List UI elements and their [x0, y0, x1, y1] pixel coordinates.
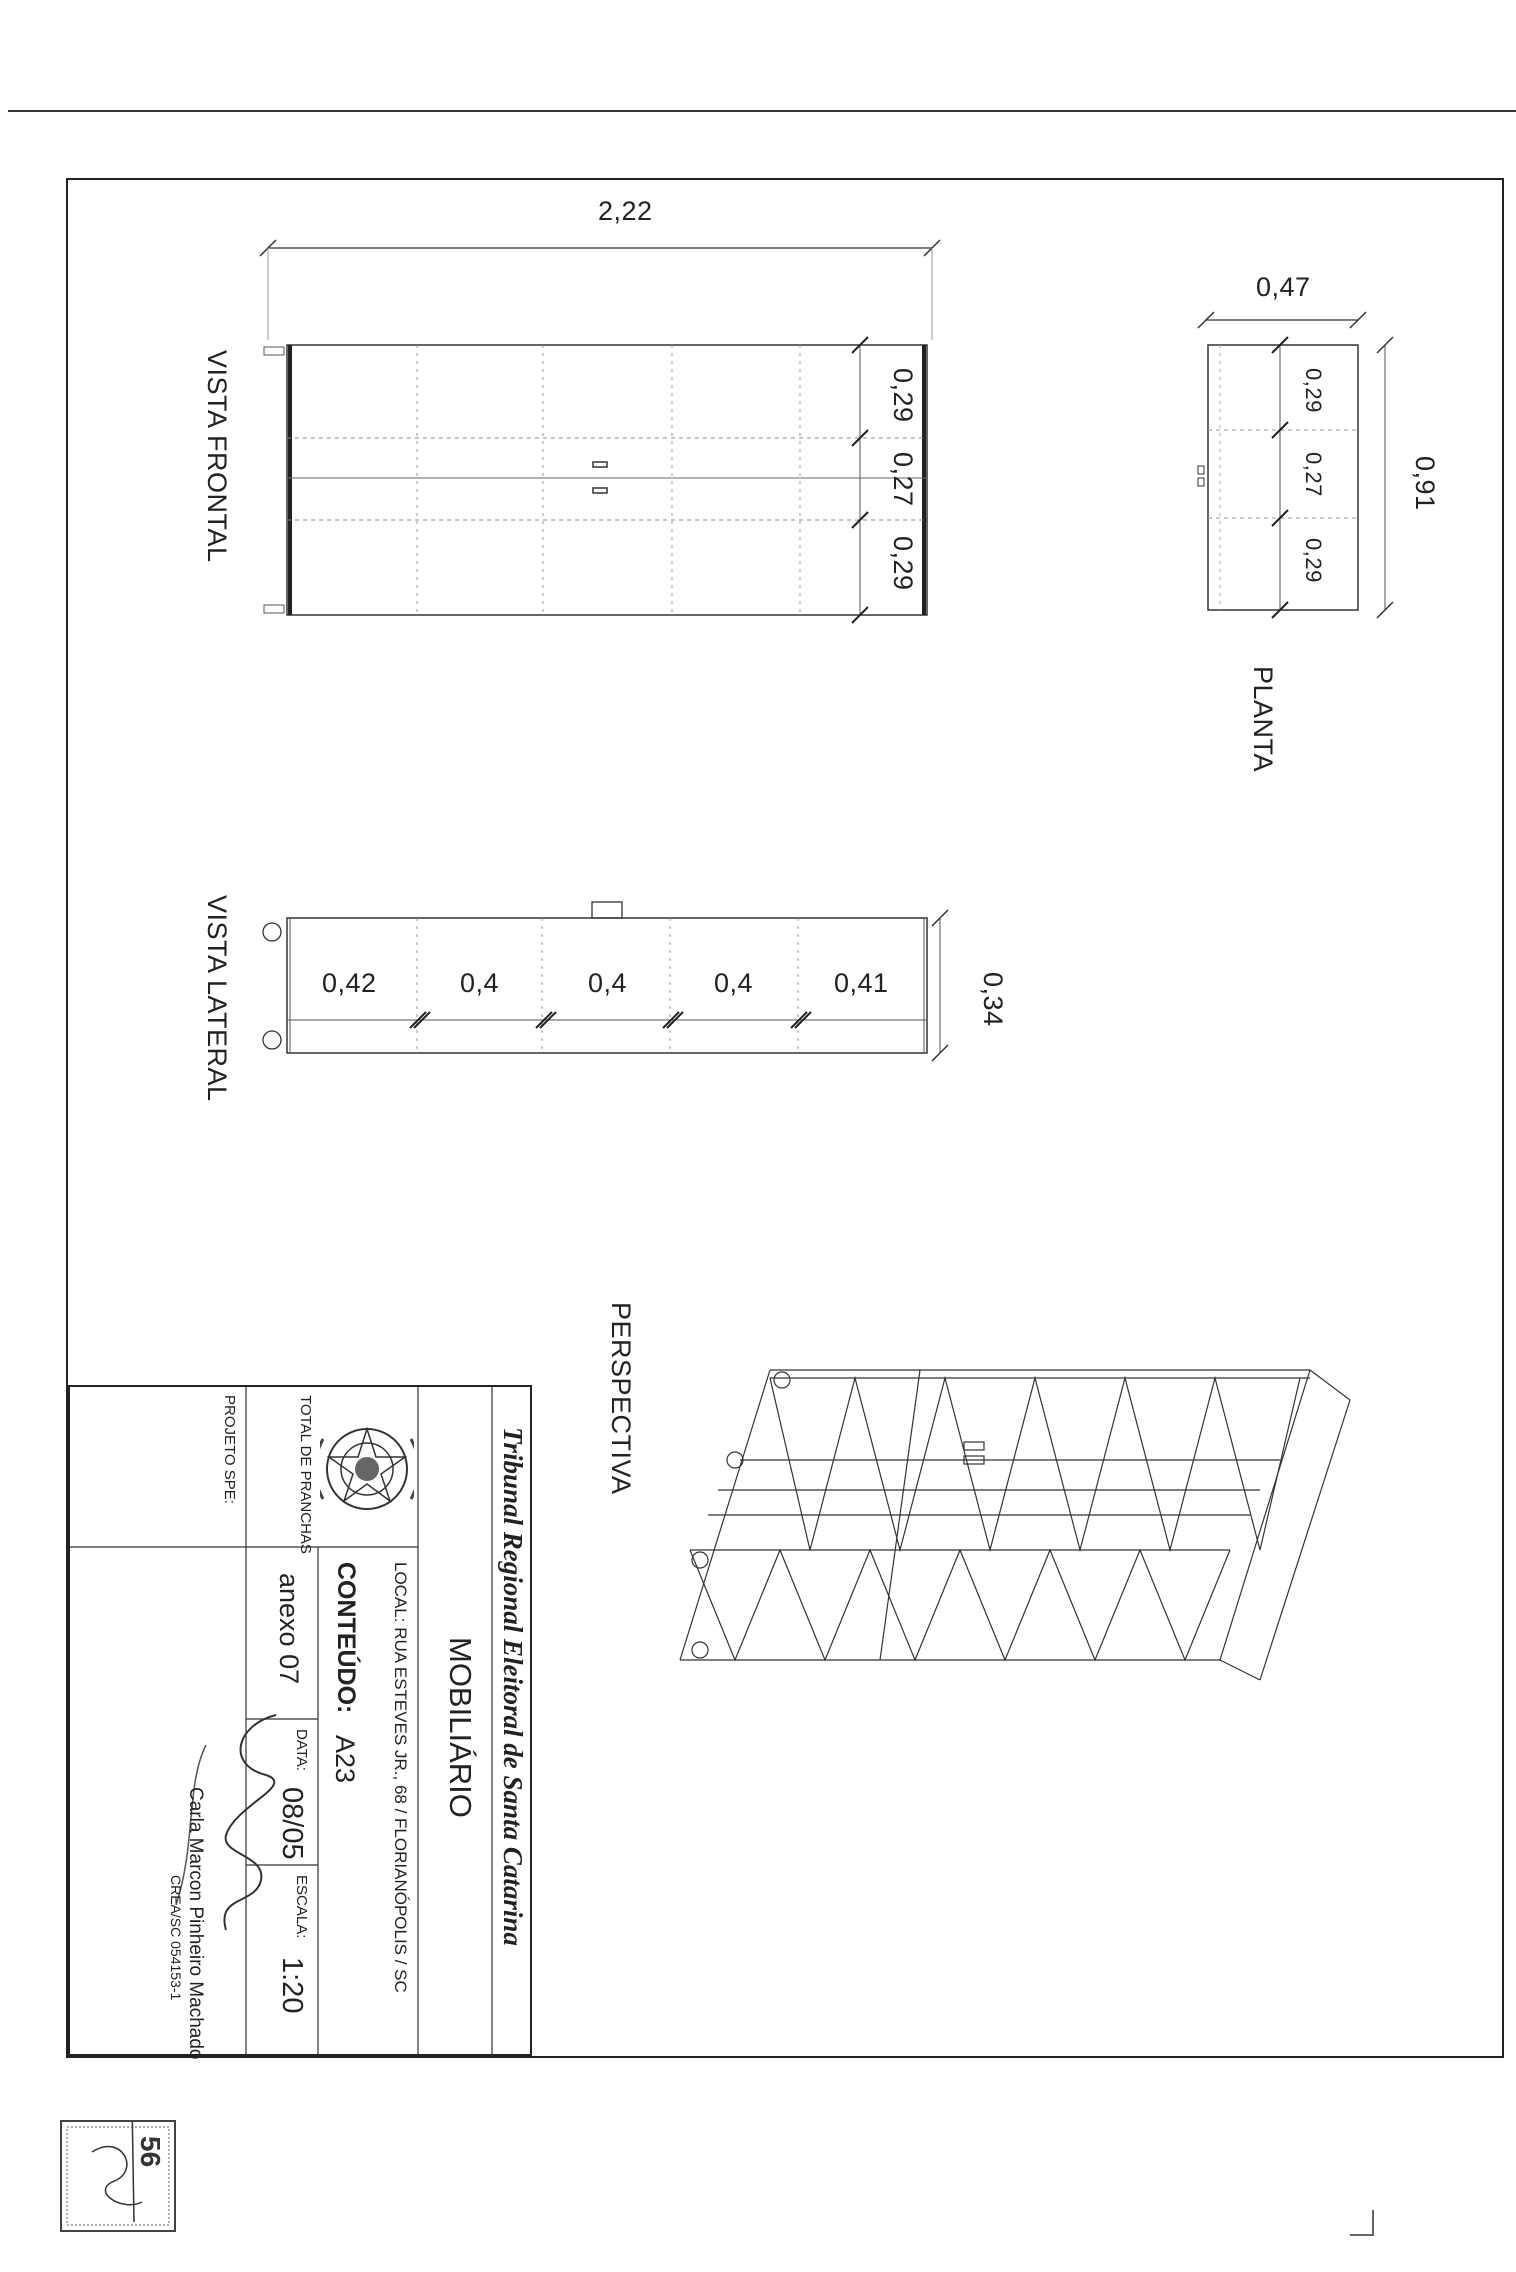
total-value: anexo 07 [274, 1573, 304, 1685]
coat-of-arms-icon [320, 1395, 414, 1543]
project-name: MOBILIÁRIO [443, 1637, 478, 1818]
content-value: A23 [330, 1735, 360, 1784]
scale-label: ESCALA: [293, 1875, 310, 1939]
planta-width-dimension: 0,47 [1256, 272, 1311, 302]
project-spe-label: PROJETO SPE: [221, 1395, 238, 1504]
frontal-height-1: 0,29 [888, 368, 918, 423]
title-vista-frontal: VISTA FRONTAL [202, 350, 232, 563]
top-rule [8, 110, 1516, 112]
title-block [68, 1385, 532, 2060]
perspectiva-drawing [660, 1350, 1380, 1690]
institution-name: Tribunal Regional Eleitoral de Santa Catarina [498, 1427, 528, 1946]
lateral-segment-2: 0,4 [460, 968, 500, 998]
frontal-height-3: 0,29 [888, 536, 918, 591]
planta-height-3: 0,29 [1301, 538, 1326, 583]
lateral-segment-1: 0,42 [322, 968, 377, 998]
planta-height-1: 0,29 [1301, 368, 1326, 413]
lateral-height-dimension: 0,34 [978, 972, 1008, 1027]
content-label: CONTEÚDO: [332, 1562, 360, 1714]
planta-depth-dimension: 0,91 [1410, 456, 1440, 511]
project-location: LOCAL: RUA ESTEVES JR., 68 / FLORIANÓPOLIS / SC [391, 1562, 410, 1993]
scan-mark [1350, 2210, 1374, 2236]
vista-frontal-drawing [250, 220, 950, 640]
date-label: DATA: [293, 1729, 310, 1771]
scale-value: 1:20 [276, 1957, 308, 2014]
title-vista-lateral: VISTA LATERAL [202, 895, 232, 1102]
date-value: 08/05 [276, 1787, 308, 1860]
frontal-width-dimension: 2,22 [598, 196, 653, 226]
page-stamp-icon [60, 2120, 176, 2232]
title-perspectiva: PERSPECTIVA [606, 1302, 636, 1495]
total-label: TOTAL DE PRANCHAS [297, 1395, 314, 1554]
architect-name: Carla Marcon Pinheiro Machado [185, 1787, 206, 2060]
crea-number: CREA/SC 054153-1 [168, 1875, 184, 2001]
title-planta: PLANTA [1248, 666, 1278, 773]
planta-height-2: 0,27 [1301, 452, 1326, 497]
page-stamp-number: 56 [135, 2136, 166, 2168]
lateral-segment-4: 0,4 [714, 968, 754, 998]
lateral-segment-3: 0,4 [588, 968, 628, 998]
lateral-segment-5: 0,41 [834, 968, 889, 998]
frontal-height-2: 0,27 [888, 452, 918, 507]
